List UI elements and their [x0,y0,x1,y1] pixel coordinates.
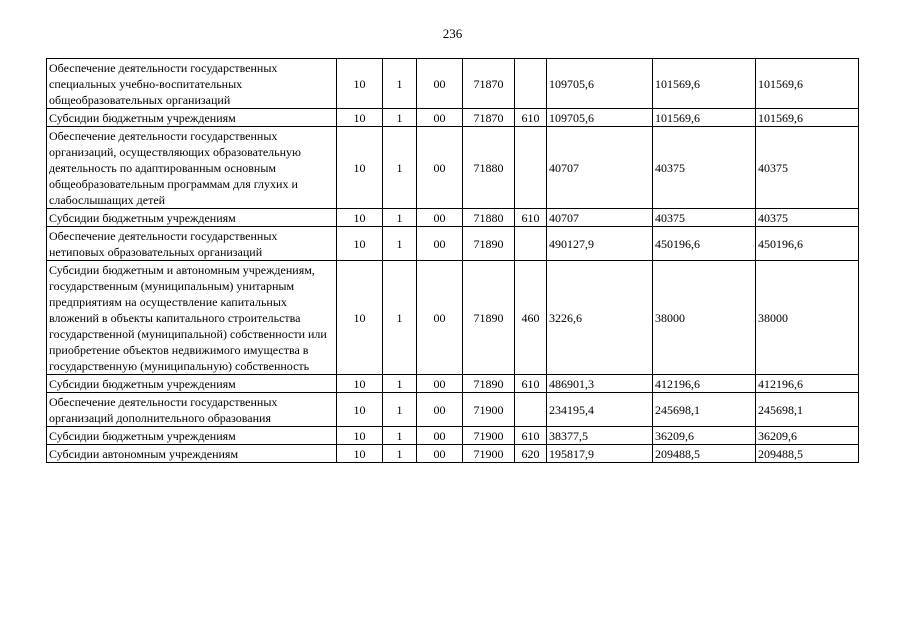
amount-year-2-cell: 40375 [653,209,756,227]
subsection-code-cell: 1 [383,393,417,427]
target-code-cell: 71900 [463,393,515,427]
amount-year-2-cell: 209488,5 [653,445,756,463]
program-code-cell: 00 [417,59,463,109]
target-code-cell: 71870 [463,59,515,109]
subsection-code-cell: 1 [383,59,417,109]
target-code-cell: 71900 [463,445,515,463]
amount-year-1-cell: 109705,6 [547,109,653,127]
expense-name-cell: Субсидии бюджетным учреждениям [47,109,337,127]
table-row [47,209,859,227]
expense-type-code-cell [515,59,547,109]
target-code-cell: 71870 [463,109,515,127]
amount-year-1-cell: 234195,4 [547,393,653,427]
table-row [47,427,859,445]
amount-year-2-cell: 101569,6 [653,59,756,109]
expense-name-cell: Обеспечение деятельности государственных организаций, осуществляющих образовательную деятельность по адаптированным основным общеобразовательным программам для глухих и слабослышащих детей [47,127,337,209]
target-code-cell: 71890 [463,261,515,375]
expense-type-code-cell: 610 [515,427,547,445]
expense-type-code-cell [515,227,547,261]
budget-table-body [47,59,859,463]
amount-year-1-cell: 109705,6 [547,59,653,109]
amount-year-2-cell: 412196,6 [653,375,756,393]
expense-type-code-cell: 610 [515,109,547,127]
target-code-cell: 71890 [463,375,515,393]
target-code-cell: 71880 [463,127,515,209]
amount-year-2-cell: 450196,6 [653,227,756,261]
section-code-cell: 10 [337,445,383,463]
subsection-code-cell: 1 [383,209,417,227]
target-code-cell: 71900 [463,427,515,445]
expense-name-cell: Субсидии бюджетным учреждениям [47,427,337,445]
amount-year-3-cell: 40375 [756,127,859,209]
expense-name-cell: Обеспечение деятельности государственных нетиповых образовательных организаций [47,227,337,261]
amount-year-3-cell: 450196,6 [756,227,859,261]
section-code-cell: 10 [337,109,383,127]
amount-year-3-cell: 245698,1 [756,393,859,427]
program-code-cell: 00 [417,209,463,227]
section-code-cell: 10 [337,59,383,109]
program-code-cell: 00 [417,375,463,393]
expense-name-cell: Обеспечение деятельности государственных организаций дополнительного образования [47,393,337,427]
amount-year-3-cell: 40375 [756,209,859,227]
subsection-code-cell: 1 [383,227,417,261]
program-code-cell: 00 [417,261,463,375]
amount-year-3-cell: 101569,6 [756,59,859,109]
table-row [47,445,859,463]
amount-year-2-cell: 40375 [653,127,756,209]
table-row [47,227,859,261]
expense-type-code-cell [515,393,547,427]
subsection-code-cell: 1 [383,427,417,445]
program-code-cell: 00 [417,127,463,209]
expense-name-cell: Субсидии бюджетным учреждениям [47,375,337,393]
amount-year-2-cell: 36209,6 [653,427,756,445]
section-code-cell: 10 [337,227,383,261]
amount-year-3-cell: 38000 [756,261,859,375]
target-code-cell: 71890 [463,227,515,261]
subsection-code-cell: 1 [383,445,417,463]
amount-year-3-cell: 36209,6 [756,427,859,445]
amount-year-1-cell: 40707 [547,209,653,227]
expense-type-code-cell: 610 [515,209,547,227]
expense-type-code-cell: 620 [515,445,547,463]
amount-year-1-cell: 490127,9 [547,227,653,261]
expense-type-code-cell [515,127,547,209]
table-row [47,109,859,127]
amount-year-1-cell: 195817,9 [547,445,653,463]
expense-name-cell: Субсидии бюджетным и автономным учреждениям, государственным (муниципальным) унитарным предприятиям на осуществление капитальных вложений в объекты капитального строительства государственной (муниципальной) собственности или приобретение объектов недвижимого имущества в государственную (муниципальную) собственность [47,261,337,375]
section-code-cell: 10 [337,393,383,427]
subsection-code-cell: 1 [383,127,417,209]
table-row [47,375,859,393]
amount-year-3-cell: 412196,6 [756,375,859,393]
expense-name-cell: Субсидии автономным учреждениям [47,445,337,463]
expense-name-cell: Субсидии бюджетным учреждениям [47,209,337,227]
subsection-code-cell: 1 [383,261,417,375]
section-code-cell: 10 [337,209,383,227]
table-row [47,127,859,209]
amount-year-3-cell: 209488,5 [756,445,859,463]
table-row [47,59,859,109]
amount-year-2-cell: 38000 [653,261,756,375]
section-code-cell: 10 [337,127,383,209]
section-code-cell: 10 [337,427,383,445]
section-code-cell: 10 [337,261,383,375]
amount-year-1-cell: 486901,3 [547,375,653,393]
program-code-cell: 00 [417,445,463,463]
amount-year-1-cell: 40707 [547,127,653,209]
program-code-cell: 00 [417,109,463,127]
program-code-cell: 00 [417,227,463,261]
expense-name-cell: Обеспечение деятельности государственных специальных учебно-воспитательных общеобразовательных организаций [47,59,337,109]
amount-year-2-cell: 101569,6 [653,109,756,127]
budget-table [46,58,859,463]
amount-year-1-cell: 38377,5 [547,427,653,445]
target-code-cell: 71880 [463,209,515,227]
program-code-cell: 00 [417,427,463,445]
subsection-code-cell: 1 [383,109,417,127]
amount-year-3-cell: 101569,6 [756,109,859,127]
table-row [47,261,859,375]
amount-year-2-cell: 245698,1 [653,393,756,427]
expense-type-code-cell: 460 [515,261,547,375]
table-row [47,393,859,427]
page-number: 236 [442,26,463,41]
program-code-cell: 00 [417,393,463,427]
section-code-cell: 10 [337,375,383,393]
subsection-code-cell: 1 [383,375,417,393]
amount-year-1-cell: 3226,6 [547,261,653,375]
expense-type-code-cell: 610 [515,375,547,393]
